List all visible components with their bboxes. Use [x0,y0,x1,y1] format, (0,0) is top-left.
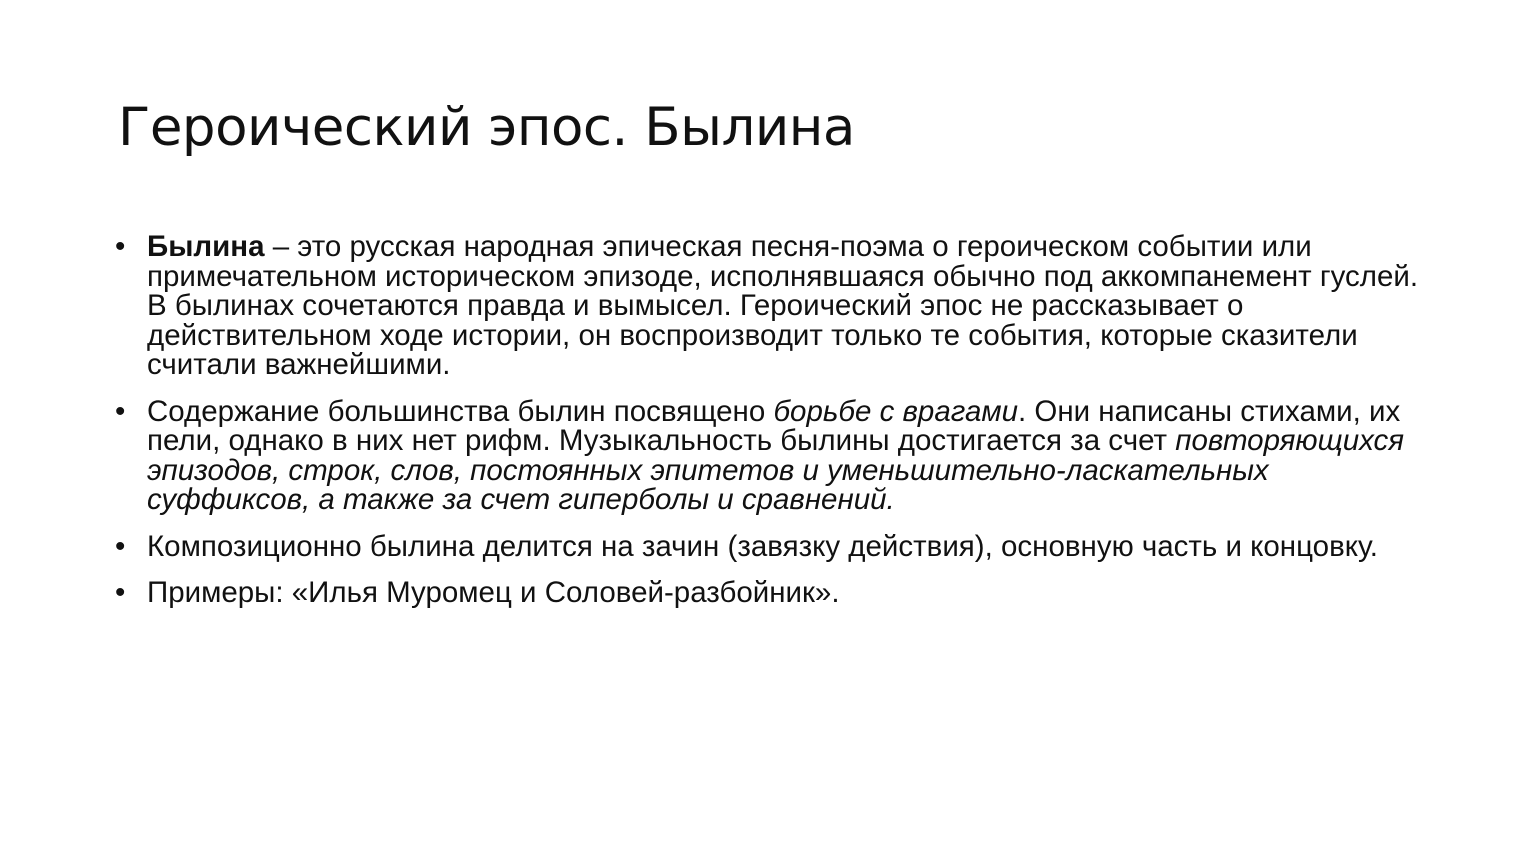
bullet-text: Композиционно былина делится на зачин (завязку действия), основную часть и концовку. [147,529,1378,563]
bullet-text: – это русская народная эпическая песня-поэма о героическом событии или примечательном историческом эпизоде, исполнявшаяся обычно под аккомпанемент гуслей. В былинах сочетаются правда и вымысел. Героический эпос не рассказывает о действительном ходе истории, он воспроизводит только те события, которые сказители считали важнейшими. [147,230,1419,381]
bullet-bylina-composition [147,529,1422,563]
bullet-emphasis: повторяющихся эпизодов, строк, слов, постоянных эпитетов и уменьшительно-ласкательных суффиксов, а также за счет гиперболы и сравнений. [147,424,1405,516]
bullet-list [147,232,1422,625]
bullet-emphasis: борьбе с врагами [773,394,1018,428]
slide-title: Героический эпос. Былина [118,97,855,158]
bullet-text: . Они написаны стихами, их пели, однако в них нет рифм. Музыкальность былины достигается за счет [147,394,1401,457]
bullet-term: Былина [147,230,265,263]
bullet-bylina-definition [147,232,1422,380]
bullet-bylina-content [147,394,1422,516]
bullet-bylina-examples [147,578,1422,608]
bullet-text: Содержание большинства былин посвящено [147,394,774,428]
bullet-text: Примеры: «Илья Муромец и Соловей-разбойник». [147,576,840,609]
